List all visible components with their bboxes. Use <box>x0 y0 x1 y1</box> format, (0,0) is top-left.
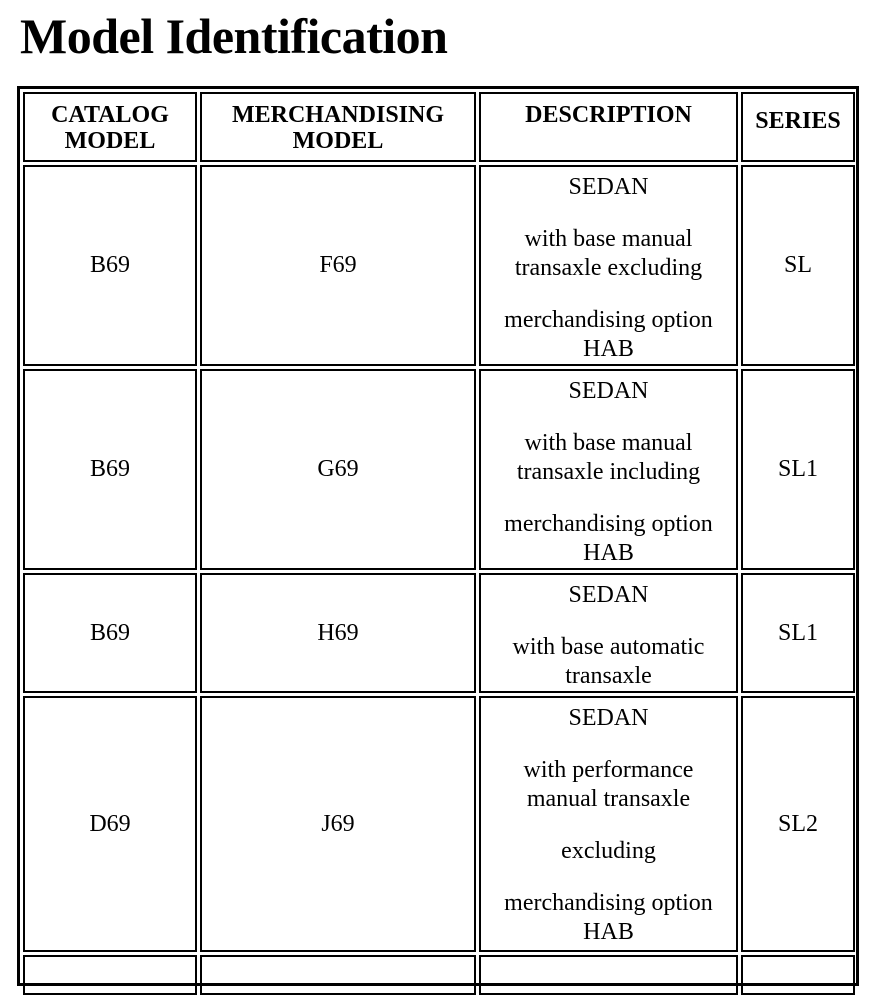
series-cell <box>741 955 855 995</box>
merchandising-model-cell: G69 <box>200 369 476 570</box>
description-cell <box>479 955 738 995</box>
table-row-partial <box>23 955 855 995</box>
header-merchandising-model: MERCHANDISING MODEL <box>200 92 476 162</box>
merchandising-model-cell <box>200 955 476 995</box>
model-identification-table <box>20 89 858 998</box>
merchandising-model-cell: H69 <box>200 573 476 693</box>
page-title: Model Identification <box>20 8 448 64</box>
table-row <box>23 573 855 693</box>
header-catalog-model: CATALOG MODEL <box>23 92 197 162</box>
header-series: SERIES <box>741 92 855 162</box>
description-cell: SEDAN with performance manual transaxle excluding merchandising option HAB <box>479 696 738 952</box>
header-row <box>23 92 855 162</box>
series-cell: SL2 <box>741 696 855 952</box>
series-cell: SL1 <box>741 369 855 570</box>
catalog-model-cell: D69 <box>23 696 197 952</box>
table-row <box>23 696 855 952</box>
merchandising-model-cell: J69 <box>200 696 476 952</box>
catalog-model-cell: B69 <box>23 573 197 693</box>
table-row <box>23 165 855 366</box>
series-cell: SL1 <box>741 573 855 693</box>
merchandising-model-cell: F69 <box>200 165 476 366</box>
description-cell: SEDAN with base automatic transaxle <box>479 573 738 693</box>
series-cell: SL <box>741 165 855 366</box>
header-description: DESCRIPTION <box>479 92 738 162</box>
description-cell: SEDAN with base manual transaxle excluding merchandising option HAB <box>479 165 738 366</box>
catalog-model-cell: B69 <box>23 369 197 570</box>
description-cell: SEDAN with base manual transaxle including merchandising option HAB <box>479 369 738 570</box>
catalog-model-cell: B69 <box>23 165 197 366</box>
table-row <box>23 369 855 570</box>
catalog-model-cell <box>23 955 197 995</box>
